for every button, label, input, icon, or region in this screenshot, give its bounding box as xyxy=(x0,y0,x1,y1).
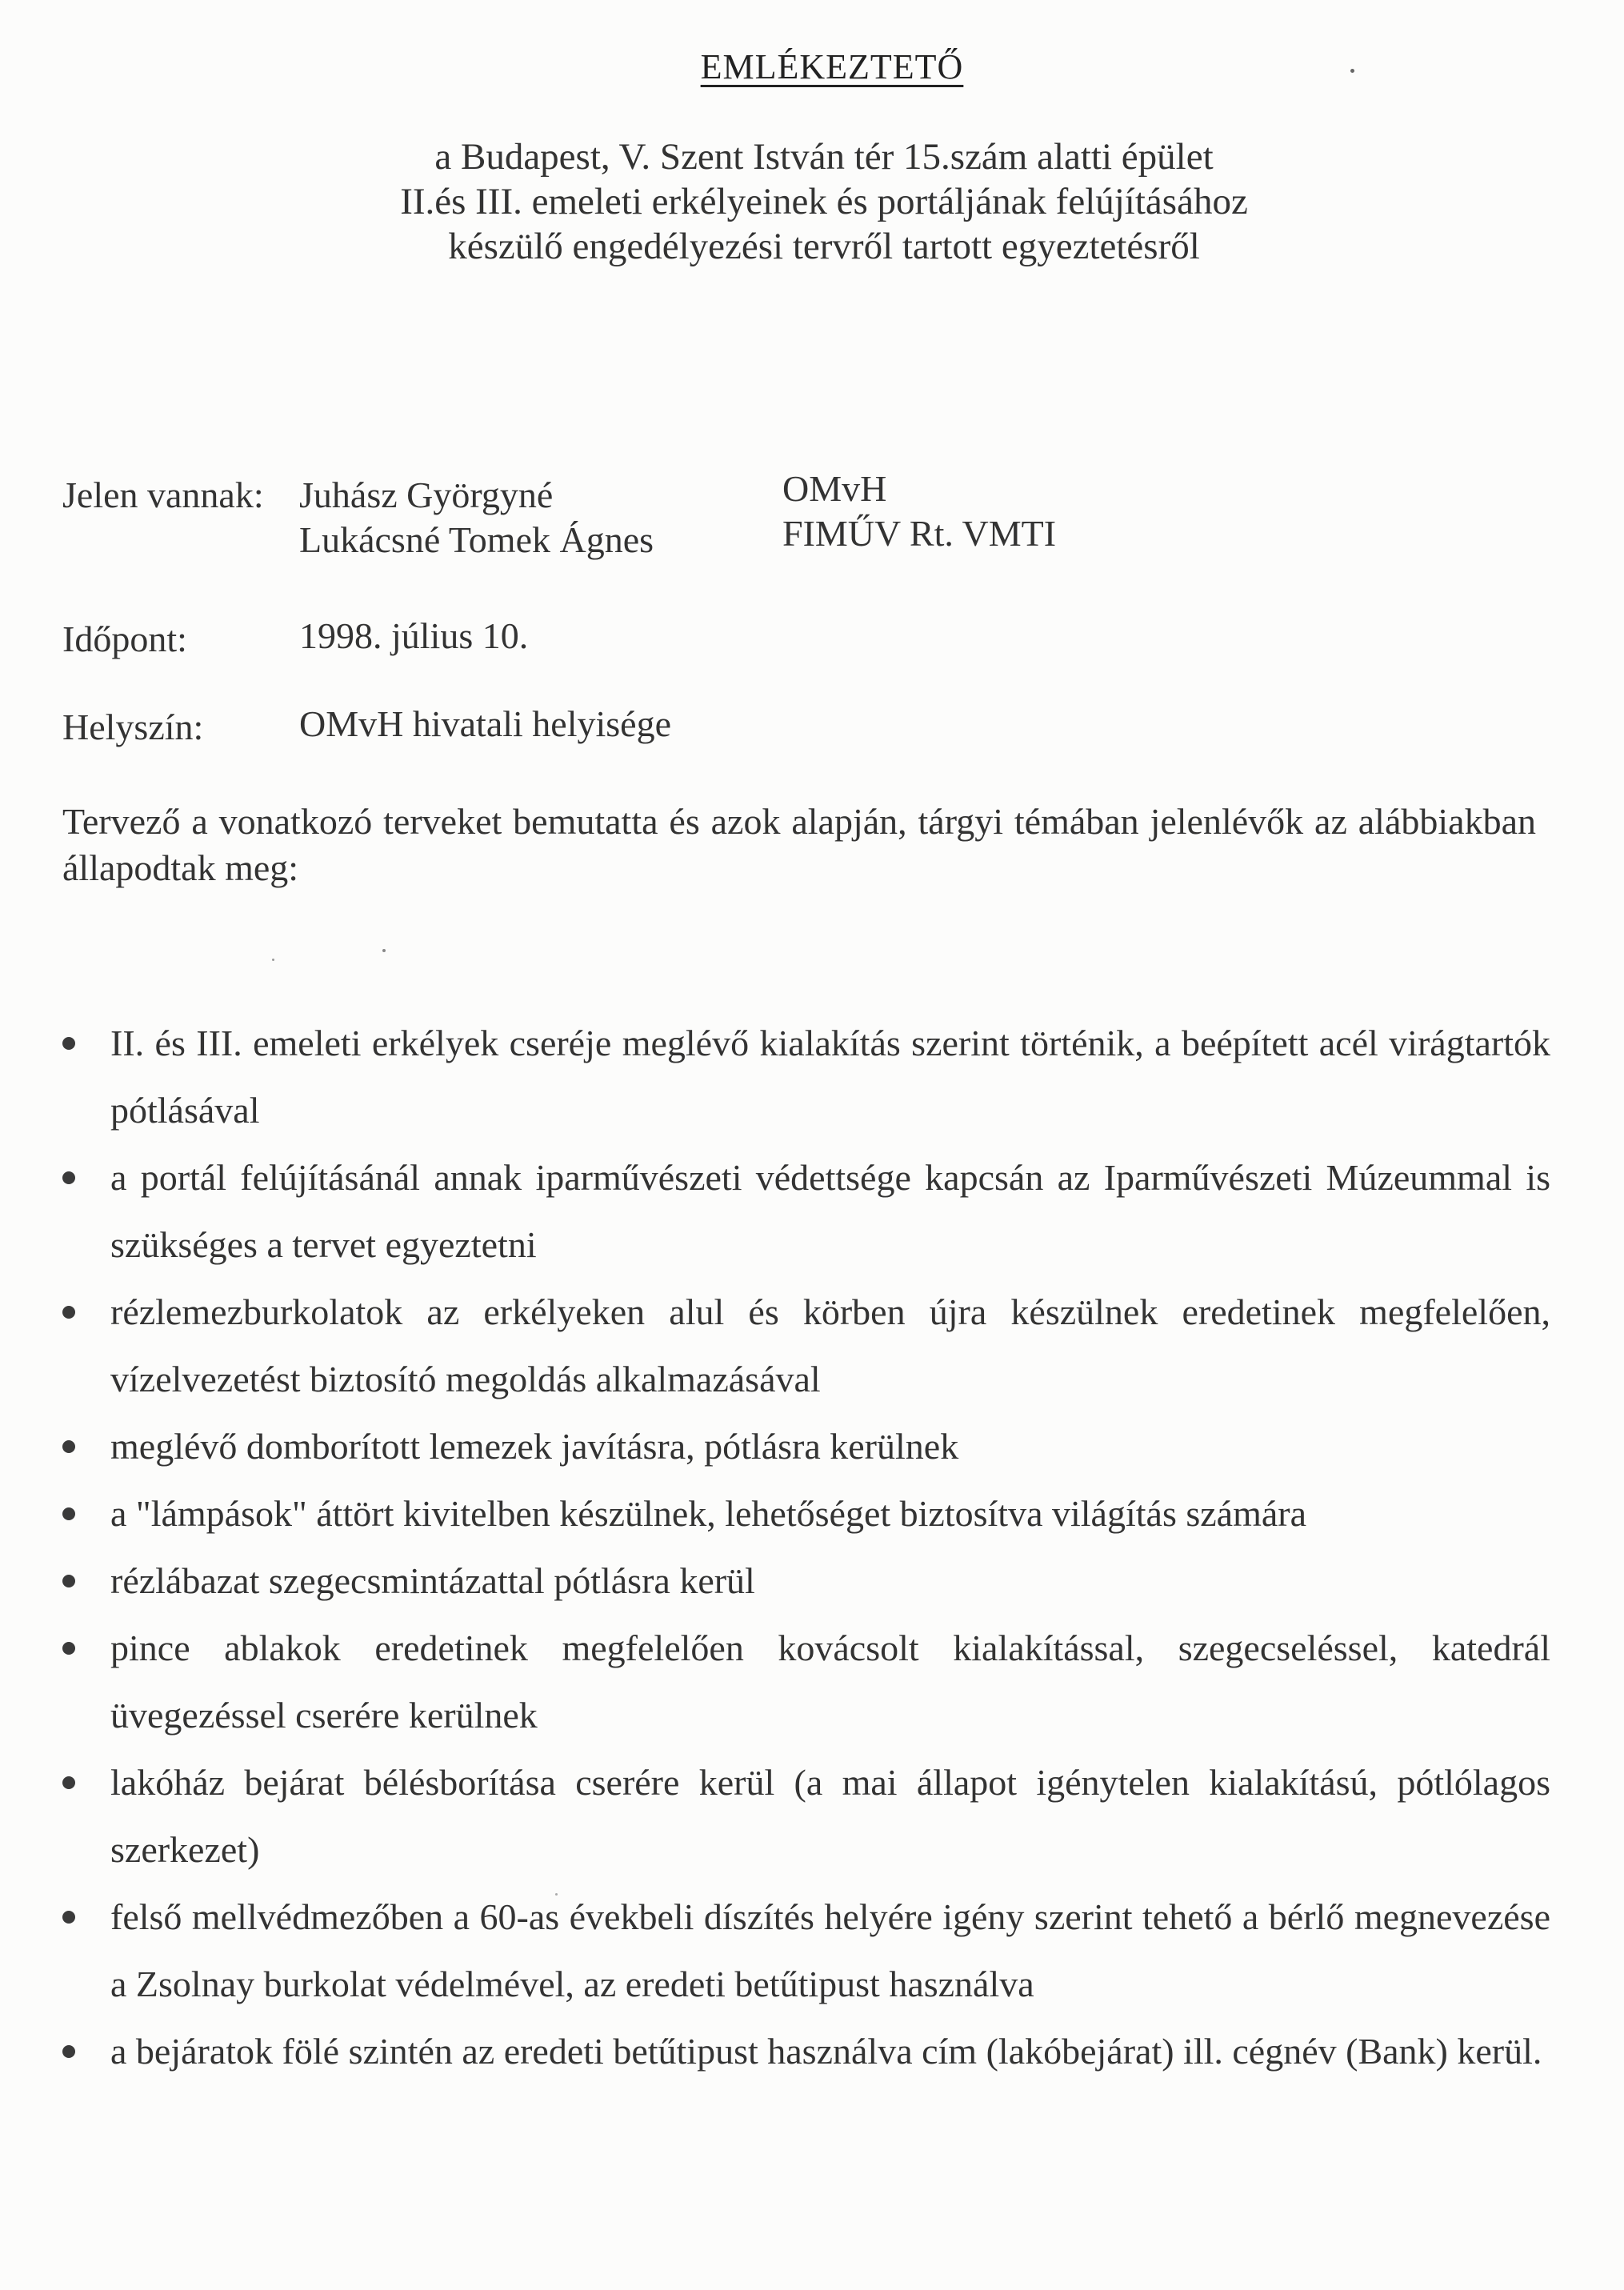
list-item xyxy=(62,1884,1550,2018)
list-item xyxy=(62,1749,1550,1884)
document-title: EMLÉKEZTETŐ xyxy=(700,47,964,86)
scan-speck xyxy=(272,959,274,961)
list-item xyxy=(62,1279,1550,1413)
list-item-text: meglévő domborított lemezek javításra, pótlásra kerülnek xyxy=(110,1426,959,1467)
date-value: 1998. július 10. xyxy=(299,615,529,656)
bullet-icon xyxy=(62,1171,75,1184)
subtitle-line-2: II.és III. emeleti erkélyeinek és portáljának felújításához xyxy=(400,181,1248,222)
list-item-text: lakóház bejárat bélésborítása cserére kerül (a mai állapot igénytelen kialakítású, pótlólagos szerkezet) xyxy=(110,1762,1550,1870)
list-item-text: a "lámpások" áttört kivitelben készülnek, lehetőséget biztosítva világítás számára xyxy=(110,1493,1307,1534)
list-item xyxy=(62,2018,1550,2085)
subtitle-line-1: a Budapest, V. Szent István tér 15.szám alatti épület xyxy=(434,136,1214,178)
list-item xyxy=(62,1413,1550,1480)
scan-speck xyxy=(1350,69,1354,73)
list-item xyxy=(62,1480,1550,1547)
date-label: Időpont: xyxy=(62,619,187,659)
attendee-name-2: Lukácsné Tomek Ágnes xyxy=(299,519,654,560)
intro-paragraph: Tervező a vonatkozó terveket bemutatta és azok alapján, tárgyi témában jelenlévők az alábbiakban állapodtak meg: xyxy=(62,801,1536,888)
attendee-org-1: OMvH xyxy=(782,468,887,509)
scan-speck xyxy=(382,949,386,952)
list-item-text: rézlemezburkolatok az erkélyeken alul és körben újra készülnek eredetinek megfelelően, vízelvezetést biztosító megoldás alkalmazásával xyxy=(110,1291,1550,1399)
bullet-icon xyxy=(62,1911,75,1924)
bullet-icon xyxy=(62,1306,75,1319)
list-item-text: rézlábazat szegecsmintázattal pótlásra kerül xyxy=(110,1560,755,1601)
bullet-icon xyxy=(62,1037,75,1050)
scan-speck xyxy=(555,1893,558,1896)
bullet-icon xyxy=(62,1776,75,1789)
agreements-list xyxy=(62,1010,1550,2085)
list-item-text: II. és III. emeleti erkélyek cseréje meglévő kialakítás szerint történik, a beépített acél virágtartók pótlásával xyxy=(110,1023,1550,1131)
bullet-icon xyxy=(62,2045,75,2058)
list-item-text: a bejáratok fölé szintén az eredeti betűtipust használva cím (lakóbejárat) ill. cégnév (Bank) kerül. xyxy=(110,2031,1542,2072)
bullet-icon xyxy=(62,1642,75,1655)
list-item-text: pince ablakok eredetinek megfelelően kovácsolt kialakítással, szegecseléssel, katedrál üvegezéssel cserére kerülnek xyxy=(110,1627,1550,1736)
list-item-text: a portál felújításánál annak iparművészeti védettsége kapcsán az Iparművészeti Múzeummal is szükséges a tervet egyeztetni xyxy=(110,1157,1550,1265)
subtitle-line-3: készülő engedélyezési tervről tartott egyeztetésről xyxy=(448,226,1200,267)
list-item-text: felső mellvédmezőben a 60-as évekbeli díszítés helyére igény szerint tehető a bérlő megnevezése a Zsolnay burkolat védelmével, az eredeti betűtipust használva xyxy=(110,1896,1550,2004)
list-item xyxy=(62,1144,1550,1279)
attendee-org-2: FIMŰV Rt. VMTI xyxy=(782,513,1057,554)
attendee-name-1: Juhász Györgyné xyxy=(299,474,554,515)
location-label: Helyszín: xyxy=(62,707,204,747)
attendees-label: Jelen vannak: xyxy=(62,474,264,515)
bullet-icon xyxy=(62,1507,75,1520)
list-item xyxy=(62,1547,1550,1615)
location-value: OMvH hivatali helyisége xyxy=(299,703,672,744)
list-item xyxy=(62,1010,1550,1144)
bullet-icon xyxy=(62,1440,75,1453)
list-item xyxy=(62,1615,1550,1749)
bullet-icon xyxy=(62,1575,75,1587)
